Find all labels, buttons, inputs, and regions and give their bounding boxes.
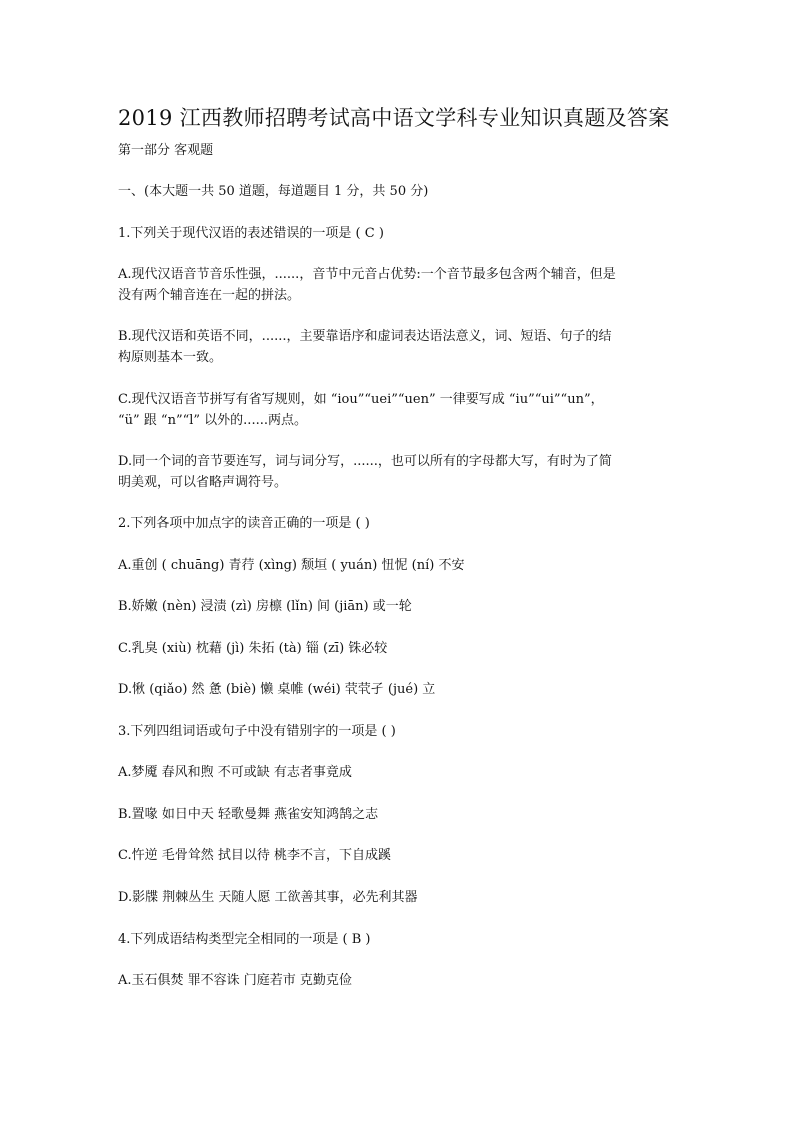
question-1: 1.下列关于现代汉语的表述错误的一项是 ( C ): [118, 226, 384, 241]
question-3: 3.下列四组词语或句子中没有错别字的一项是 ( ): [118, 724, 396, 739]
option-3c: C.忤逆 毛骨耸然 拭目以待 桃李不言，下自成蹊: [118, 848, 392, 863]
option-3a: A.梦魇 春风和煦 不可或缺 有志者事竟成: [118, 765, 352, 780]
option-3d: D.影牒 荆棘丛生 天随人愿 工欲善其事，必先利其器: [118, 890, 418, 905]
option-1c-line2: “ü” 跟 “n”“l” 以外的......两点。: [118, 413, 307, 428]
question-4: 4.下列成语结构类型完全相同的一项是 ( B ): [118, 932, 371, 947]
part-heading: 第一部分 客观题: [118, 143, 214, 158]
option-4a: A.玉石俱焚 罪不容诛 门庭若市 克勤克俭: [118, 973, 352, 988]
option-2d: D.愀 (qiǎo) 然 惫 (biè) 懒 桌帷 (wéi) 茕茕孑 (jué) 立: [118, 682, 436, 697]
option-1a-line2: 没有两个辅音连在一起的拼法。: [118, 288, 301, 303]
option-1c-line1: C.现代汉语音节拼写有省写规则，如 “iou”“uei”“uen” 一律要写成 “iu”“ui”“un”，: [118, 392, 604, 407]
option-2c: C.乳臭 (xiù) 枕藉 (jì) 朱拓 (tà) 锱 (zī) 铢必较: [118, 641, 388, 656]
option-3b: B.置喙 如日中天 轻歌曼舞 燕雀安知鸿鹄之志: [118, 807, 379, 822]
option-1d-line2: 明美观，可以省略声调符号。: [118, 475, 288, 490]
option-1b-line2: 构原则基本一致。: [118, 350, 223, 365]
option-2b: B.娇嫩 (nèn) 浸渍 (zì) 房檩 (lǐn) 间 (jiān) 或一轮: [118, 599, 412, 614]
document-title: 2019 江西教师招聘考试高中语文学科专业知识真题及答案: [118, 106, 670, 130]
question-2: 2.下列各项中加点字的读音正确的一项是 ( ): [118, 516, 370, 531]
option-1b-line1: B.现代汉语和英语不同，......，主要靠语序和虚词表达语法意义，词、短语、句子的结: [118, 329, 612, 344]
option-1a-line1: A.现代汉语音节音乐性强，......，音节中元音占优势:一个音节最多包含两个辅音，但是: [118, 267, 616, 282]
option-2a: A.重创 ( chuāng) 青荇 (xìng) 颓垣 ( yuán) 忸怩 (ní) 不安: [118, 558, 465, 573]
option-1d-line1: D.同一个词的音节要连写，词与词分写，......，也可以所有的字母都大写，有时为了简: [118, 454, 612, 469]
section-header: 一、(本大题一共 50 道题，每道题目 1 分，共 50 分): [118, 184, 429, 199]
